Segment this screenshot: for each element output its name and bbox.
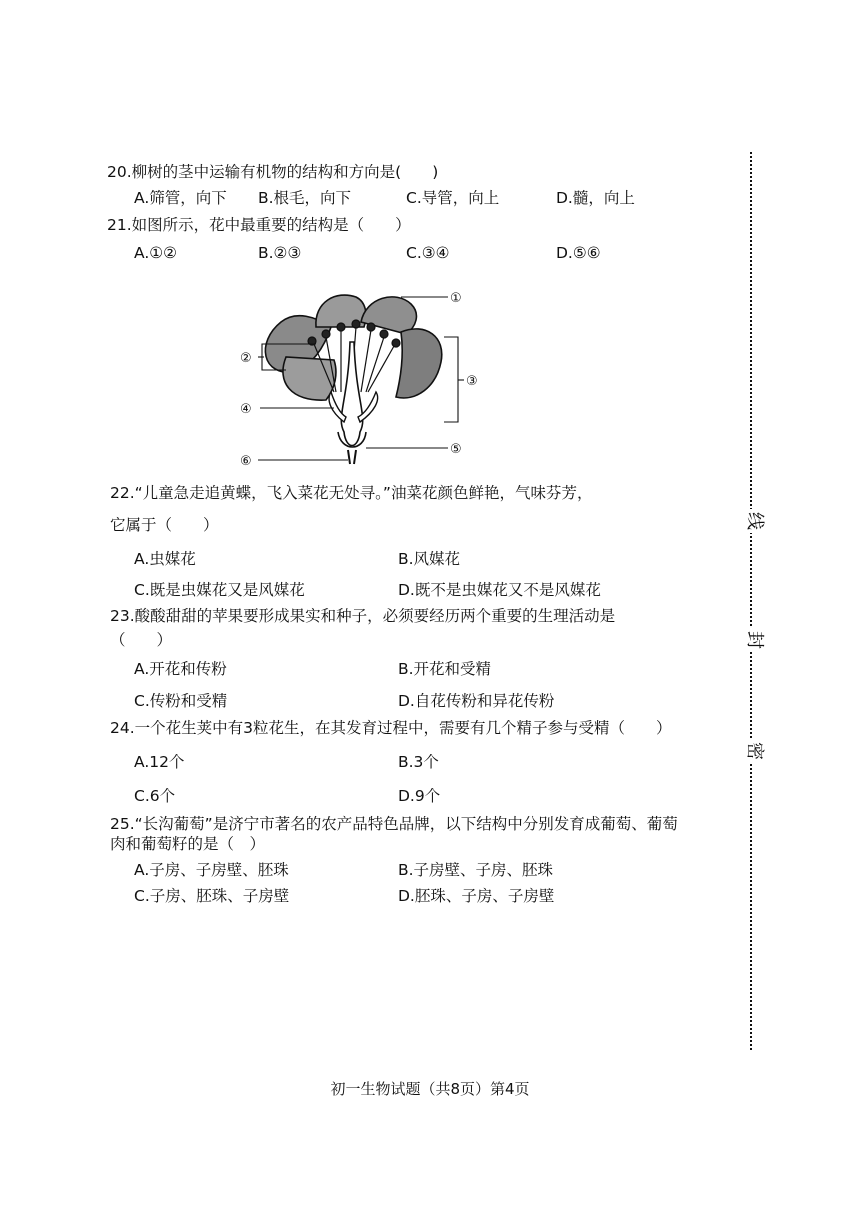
question-22-option-c: C.既是虫媒花又是风媒花 [134, 581, 305, 599]
label-1: ① [450, 291, 462, 306]
question-23-stem-line1: 23.酸酸甜甜的苹果要形成果实和种子，必须要经历两个重要的生理活动是 [110, 607, 616, 625]
question-25-stem-line1: 25.“长沟葡萄”是济宁市著名的农产品特色品牌，以下结构中分别发育成葡萄、葡萄 [110, 815, 678, 833]
seal-char-xian: 线 [741, 509, 767, 533]
petal-right [396, 329, 442, 398]
question-24-option-a: A.12个 [134, 753, 185, 771]
question-24-option-b: B.3个 [398, 753, 439, 771]
question-23-stem-line2: （ ） [110, 631, 173, 649]
question-21-option-a: A.①② [134, 244, 178, 262]
question-20-option-a: A.筛管，向下 [134, 189, 227, 207]
question-22-option-d: D.既不是虫媒花又不是风媒花 [398, 581, 601, 599]
pistil [341, 342, 362, 446]
seal-char-feng: 封 [741, 628, 767, 652]
question-25-option-d: D.胚珠、子房、子房壁 [398, 887, 555, 905]
question-24-option-d: D.9个 [398, 787, 441, 805]
question-22-option-a: A.虫媒花 [134, 550, 196, 568]
question-22-stem-line1: 22.“儿童急走追黄蝶，飞入菜花无处寻。”油菜花颜色鲜艳，气味芬芳， [110, 484, 593, 502]
label-6: ⑥ [240, 454, 252, 469]
question-21-option-b: B.②③ [258, 244, 302, 262]
question-24-stem: 24.一个花生荚中有3粒花生，在其发育过程中，需要有几个精子参与受精（ ） [110, 719, 672, 737]
label-5: ⑤ [450, 442, 462, 457]
question-22-stem-line2: 它属于（ ） [110, 516, 219, 534]
label-2: ② [240, 351, 252, 366]
question-25-stem-line2: 肉和葡萄籽的是（ ） [110, 835, 266, 853]
question-25-option-b: B.子房壁、子房、胚珠 [398, 861, 554, 879]
question-21-stem: 21.如图所示，花中最重要的结构是（ ） [107, 216, 411, 234]
question-21-option-d: D.⑤⑥ [556, 244, 601, 262]
question-20-option-d: D.髓，向上 [556, 189, 635, 207]
question-21-option-c: C.③④ [406, 244, 450, 262]
label-3: ③ [466, 374, 478, 389]
flower-stalk [348, 450, 356, 464]
seal-char-mi: 密 [741, 739, 767, 763]
seal-dotted-line [750, 152, 752, 1050]
page-footer: 初一生物试题（共8页）第4页 [330, 1080, 530, 1098]
question-24-option-c: C.6个 [134, 787, 176, 805]
question-23-option-c: C.传粉和受精 [134, 692, 228, 710]
question-20-stem: 20.柳树的茎中运输有机物的结构和方向是( ) [107, 163, 439, 181]
question-23-option-d: D.自花传粉和异花传粉 [398, 692, 555, 710]
question-25-option-c: C.子房、胚珠、子房壁 [134, 887, 290, 905]
question-23-option-b: B.开花和受精 [398, 660, 492, 678]
question-23-option-a: A.开花和传粉 [134, 660, 227, 678]
question-22-option-b: B.风媒花 [398, 550, 461, 568]
question-20-option-b: B.根毛，向下 [258, 189, 352, 207]
question-25-option-a: A.子房、子房壁、胚珠 [134, 861, 289, 879]
question-20-option-c: C.导管，向上 [406, 189, 500, 207]
label-4: ④ [240, 402, 252, 417]
flower-structure-diagram [236, 282, 496, 472]
